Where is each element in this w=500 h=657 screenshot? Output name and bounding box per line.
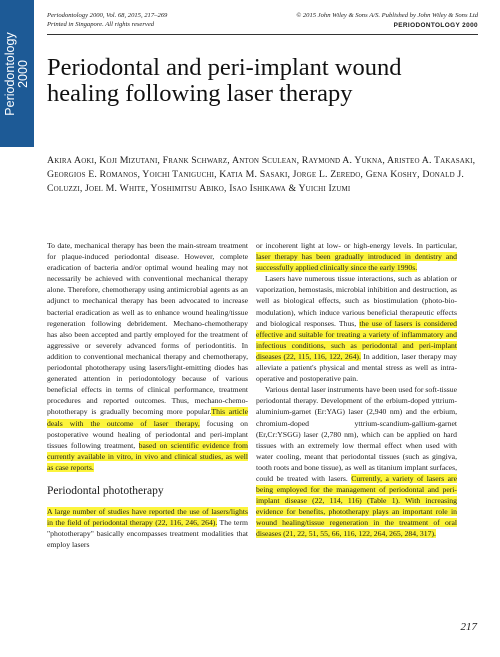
sidebar-journal-name [4, 32, 30, 115]
intro-text: To date, mechanical therapy has been the main-stream treatment for plaque-induced periodontal disease. However, complete eradication of bacteria and/or optimal wound healing may not necessarily be achieved with conventional mechanical therapy alone. Therefore, chemotherapy using antimicrobial agents as an adjunct to mechanical therapy has been advocated to increase bacterial eradication as well as to enhance wound healing/tissue regeneration following debridement. Mechano-chemotherapy has also been accepted and partly employed for the treatment of aggressive or severely advanced forms of periodontitis. In addition to conventional mechanical therapy and chemotherapy, periodontal phototherapy using lasers/light-emitting diodes has generated attention in periodontology because of various beneficial effects in terms of clinical performance, treatment procedures and reported outcomes. Thus, mechano-chemo-phototherapy is gradually becoming more popular. [47, 241, 248, 417]
phototherapy-paragraph [47, 506, 248, 550]
interactions-text-2: In addition, laser therapy may alleviate a patient's physical and mental stress as well as intra-operative and postoperative pain. [256, 351, 457, 384]
interactions-text: Lasers have numerous tissue interactions, such as ablation or vaporization, hemostasis, microbial inhibition and destruction, as well as biological effects, such as biostimulation (photo-bio-modulation), which induce various beneficial therapeutic effects and biological responses. Thus, [256, 274, 457, 328]
page-number: 217 [460, 621, 477, 633]
highlight-introduced: laser therapy has been gradually introduced in dentistry and successfully applied clinically since the early 1990s. [256, 252, 457, 273]
highlight-evidence: based on scientific evidence from currently available in vitro, in vivo and clinical studies, as well as case reports. [47, 440, 249, 472]
citation-line: Periodontology 2000, Vol. 68, 2015, 217–269 [47, 12, 168, 19]
header-citation [47, 11, 167, 29]
continued-paragraph [256, 240, 457, 273]
interactions-paragraph [256, 273, 457, 384]
header-copyright [296, 11, 478, 30]
continued-text: or incoherent light at low- or high-energy levels. In particular, [256, 241, 457, 250]
highlight-variety: Currently, a variety of lasers are being employed for the management of periodontal and peri-implant disease (22, 114, 116) (Table 1). With increasing evidence for benefits, phototherapy plays an important role in wound healing/tissue regeneration in the treatment of oral diseases (21, 22, 51, 55, 66, 116, 122, 264, 265, 284, 317). [256, 473, 457, 539]
left-column [47, 240, 248, 550]
header-rule [47, 34, 478, 35]
journal-name: PERIODONTOLOGY 2000 [393, 21, 478, 29]
article-title: Periodontal and peri-implant wound healing following laser therapy [47, 54, 402, 107]
highlight-studies: A large number of studies have reported the use of lasers/lights in the field of periodontal therapy (22, 116, 246, 264). [47, 506, 248, 528]
intro-text-2: focusing on postoperative wound healing of periodontal and peri-implant tissues following treatment, [47, 418, 248, 450]
highlight-outcome: This article deals with the outcome of laser therapy, [47, 407, 248, 428]
instruments-text: Various dental laser instruments have been used for soft-tissue periodontal therapy. Development of the erbium-doped yttrium-aluminium-garnet (Er:YAG) laser (2,940 nm) and the erbium, chromium-doped yttrium-scandium-gallium-garnet (Er,Cr:YSGG) laser (2,780 nm), which can be applied on hard tissues with an extremely low thermal effect when used with water cooling, meant that periodontal tissues (such as gingiva, tooth roots and bone tissue), as well as titanium implant surfaces, could be treated with lasers. [256, 385, 457, 483]
author-list: Akira Aoki, Koji Mizutani, Frank Schwarz, Anton Sculean, Raymond A. Yukna, Aristeo A. Takasaki, Georgios E. Romanos, Yoichi Taniguchi, Katia M. Sasaki, Jorge L. Zeredo, Gena Koshy, Donald J. Coluzzi, Joel M. White, Yoshimitsu Abiko, Isao Ishikawa & Yuichi Izumi [47, 155, 476, 194]
sidebar-line-2: 2000 [16, 60, 30, 88]
printed-line: Printed in Singapore. All rights reserved [47, 21, 155, 28]
copyright-line: © 2015 John Wiley & Sons A/S. Published by John Wiley & Sons Ltd [296, 12, 478, 19]
phototherapy-text: The term "phototherapy" basically encompasses treatment modalities that employ lasers [47, 518, 248, 550]
highlight-effective: the use of lasers is considered effective and suitable for treating a variety of inflammatory and infectious conditions, such as periodontal and peri-implant diseases (22, 115, 116, 122, 264). [256, 318, 458, 361]
instruments-paragraph [256, 384, 457, 539]
journal-sidebar-tab [0, 0, 34, 147]
section-heading: Periodontal phototherapy [47, 484, 164, 497]
intro-paragraph [47, 240, 248, 473]
right-column [256, 240, 457, 540]
sidebar-line-1: Periodontology [3, 32, 17, 116]
